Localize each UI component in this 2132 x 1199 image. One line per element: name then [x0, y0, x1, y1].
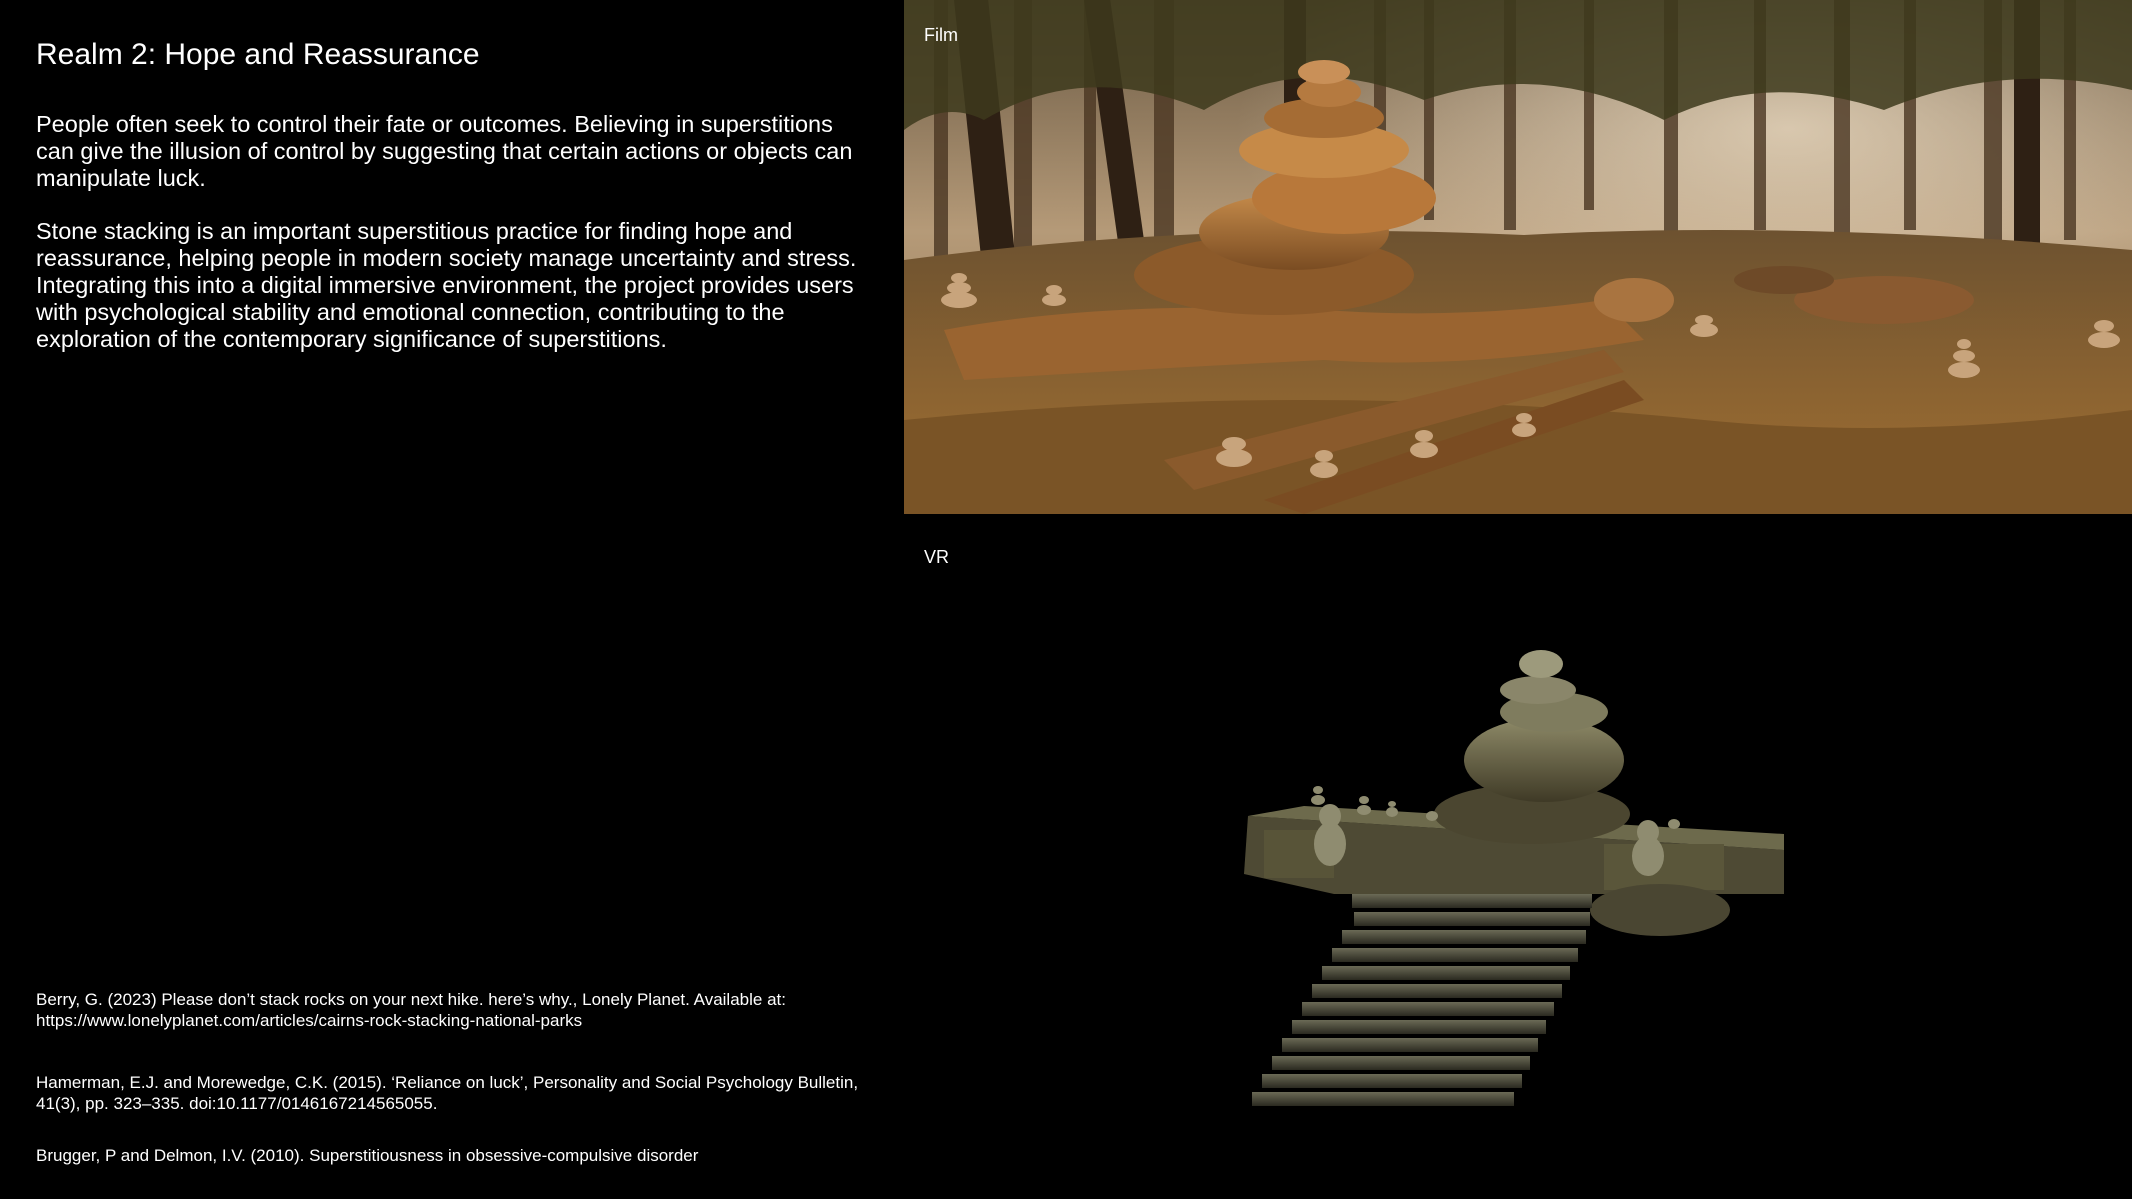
film-still-image: [904, 0, 2132, 514]
stone-stacking-paragraph: Stone stacking is an important superstitious practice for finding hope and reassurance, helping people in modern society manage uncertainty and stress. Integrating this into a digital immersive environment, the project provides users with psychological stability and emotional connection, contributing to the exploration of the contemporary significance of superstitions.: [36, 218, 857, 352]
vr-still-image: [904, 514, 2132, 1199]
vr-shrine-scene: [904, 514, 2132, 1199]
forest-cairn-scene: [904, 0, 2132, 514]
vr-cairn: [1434, 650, 1630, 844]
slide-title: Realm 2: Hope and Reassurance: [36, 38, 480, 71]
reference-berry: Berry, G. (2023) Please don’t stack rocks on your next hike. here’s why., Lonely Planet. Available at: https://www.lonelyplanet.com/articles/cairns-rock-stacking-national-parks: [36, 990, 786, 1030]
vr-staircase: [1252, 894, 1592, 1106]
intro-paragraph: People often seek to control their fate or outcomes. Believing in superstitions can give the illusion of control by suggesting that certain actions or objects can manipulate luck.: [36, 111, 853, 191]
reference-brugger: Brugger, P and Delmon, I.V. (2010). Superstitiousness in obsessive-compulsive disorder: [36, 1146, 699, 1165]
vr-label: VR: [924, 547, 950, 567]
reference-hamerman: Hamerman, E.J. and Morewedge, C.K. (2015). ‘Reliance on luck’, Personality and Social Psychology Bulletin, 41(3), pp. 323–335. doi:10.1177/0146167214565055.: [36, 1073, 859, 1113]
film-label: Film: [924, 25, 958, 45]
